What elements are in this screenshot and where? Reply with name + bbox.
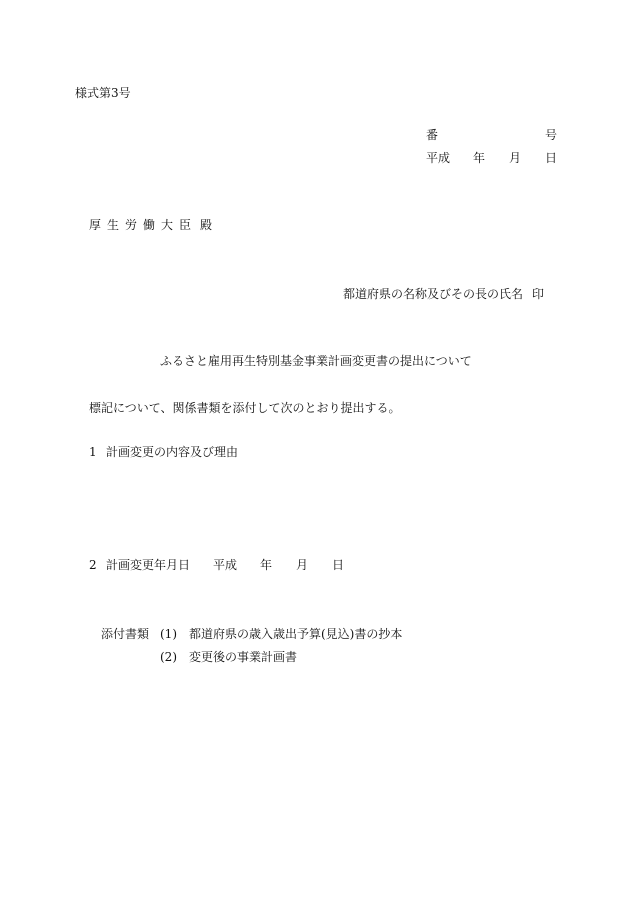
item2-label: 計画変更年月日 bbox=[106, 558, 191, 572]
item2-month: 月 bbox=[296, 558, 309, 572]
document-subject: ふるさと雇用再生特別基金事業計画変更書の提出について bbox=[160, 354, 472, 368]
sender-seal: 印 bbox=[532, 287, 545, 301]
item2-number: 2 bbox=[89, 558, 97, 572]
date-era: 平成 bbox=[426, 151, 451, 165]
sender-name-line: 都道府県の名称及びその長の氏名 bbox=[343, 287, 524, 301]
addressee-honorific: 殿 bbox=[200, 218, 213, 232]
attachments-label: 添付書類 bbox=[101, 627, 150, 641]
attachment-2-text: 変更後の事業計画書 bbox=[189, 650, 298, 664]
addressee-title: 厚生労働大臣 bbox=[89, 218, 198, 232]
number-label-end: 号 bbox=[545, 128, 558, 142]
date-day: 日 bbox=[545, 151, 558, 165]
number-label-start: 番 bbox=[426, 128, 439, 142]
date-month: 月 bbox=[509, 151, 522, 165]
attachment-2-number: (2) bbox=[160, 650, 177, 664]
attachment-1-text: 都道府県の歳入歳出予算(見込)書の抄本 bbox=[189, 627, 403, 641]
item2-year: 年 bbox=[260, 558, 273, 572]
item1-label: 計画変更の内容及び理由 bbox=[106, 445, 239, 459]
item1-number: 1 bbox=[89, 445, 97, 459]
date-year: 年 bbox=[473, 151, 486, 165]
attachment-1-number: (1) bbox=[160, 627, 177, 641]
item2-era: 平成 bbox=[213, 558, 238, 572]
document-body: 標記について、関係書類を添付して次のとおり提出する。 bbox=[89, 401, 401, 415]
form-number: 様式第3号 bbox=[75, 86, 131, 100]
item2-day: 日 bbox=[332, 558, 345, 572]
